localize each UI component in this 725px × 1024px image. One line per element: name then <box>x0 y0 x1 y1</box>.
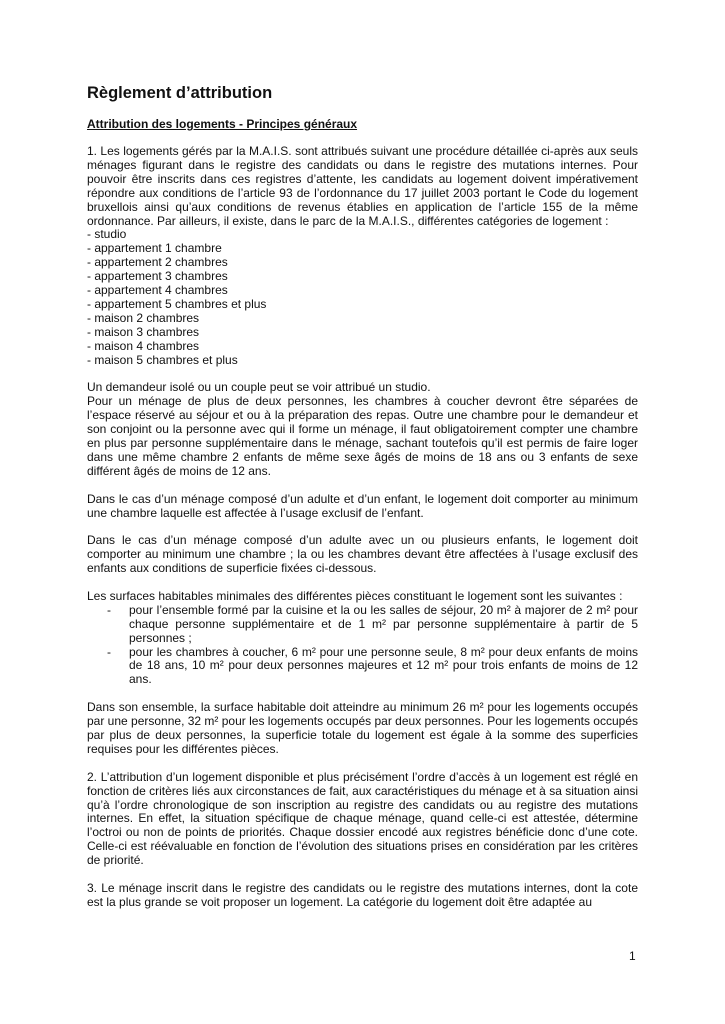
page-number: 1 <box>629 949 636 963</box>
document-title: Règlement d’attribution <box>87 84 273 102</box>
list-item: - maison 2 chambres <box>87 310 200 325</box>
list-item: - appartement 1 chambre <box>87 241 222 256</box>
surfaces-list <box>87 604 638 687</box>
list-item: - pour l’ensemble formé par la cuisine et la ou les salles de séjour, 20 m² à majorer de 2 m² pour chaque personne supplémentaire et de 1 m² par personne supplémentaire à partir de 5 personnes ; <box>107 602 638 645</box>
list-item: - maison 5 chambres et plus <box>87 352 238 367</box>
list-item: - maison 3 chambres <box>87 324 200 339</box>
paragraph-2a: Un demandeur isolé ou un couple peut se voir attribué un studio. <box>87 380 431 395</box>
dash-bullet: - <box>107 644 111 659</box>
list-item: - appartement 2 chambres <box>87 255 228 270</box>
paragraph-8: 3. Le ménage inscrit dans le registre des candidats ou le registre des mutations internes, dont la cote est la plus grande se voit proposer un logement. La catégorie du logement doit être adaptée au <box>87 880 638 909</box>
dash-bullet: - <box>107 602 111 617</box>
paragraph-5: Les surfaces habitables minimales des différentes pièces constituant le logement sont les suivantes : <box>87 588 623 603</box>
list-item: - pour les chambres à coucher, 6 m² pour une personne seule, 8 m² pour deux enfants de moins de 18 ans, 10 m² pour deux personnes majeures et 12 m² pour trois enfants de moins de 12 ans. <box>107 644 638 687</box>
paragraph-6: Dans son ensemble, la surface habitable doit atteindre au minimum 26 m² pour les logements occupés par une personne, 32 m² pour les logements occupés par deux personnes. Pour les logements occupés par plus de deux personnes, la superficie totale du logement est égale à la somme des superficies requises pour les différentes pièces. <box>87 700 638 756</box>
list-item: - studio <box>87 227 127 242</box>
paragraph-2b: Pour un ménage de plus de deux personnes, les chambres à coucher devront être séparées de l’espace réservé au séjour et ou à la préparation des repas. Outre une chambre pour le demandeur et son conjoint ou la personne avec qui il forme un ménage, il faut obligatoirement compter une chambre en plus par personne supplémentaire dans le ménage, sachant toutefois qu’il est permis de faire loger dans une même chambre 2 enfants de même sexe âgés de moins de 18 ans ou 3 enfants de sexe différent âgés de moins de 12 ans. <box>87 394 638 478</box>
paragraph-1: 1. Les logements gérés par la M.A.I.S. sont attribués suivant une procédure détaillée ci-après aux seuls ménages figurant dans le registre des candidats ou dans le registre des mutations internes. Pour pouvoir être inscrits dans ces registres d’attente, les candidats au logement doivent impérativement répondre aux conditions de l’article 93 de l’ordonnance du 17 juillet 2003 portant le Code du logement bruxellois ainsi qu’aux conditions de revenus établies en application de l’article 155 de la même ordonnance. Par ailleurs, il existe, dans le parc de la M.A.I.S., différentes catégories de logement : <box>87 144 638 228</box>
list-item: - appartement 3 chambres <box>87 269 228 284</box>
section-subtitle: Attribution des logements - Principes généraux <box>87 117 358 131</box>
list-item: - maison 4 chambres <box>87 338 200 353</box>
list-item: - appartement 4 chambres <box>87 283 228 298</box>
document-page <box>87 84 638 910</box>
paragraph-4: Dans le cas d’un ménage composé d’un adulte avec un ou plusieurs enfants, le logement doit comporter au minimum une chambre ; la ou les chambres devant être affectées à l’usage exclusif des enfants aux conditions de superficie fixées ci-dessous. <box>87 533 638 576</box>
list-item: - appartement 5 chambres et plus <box>87 296 267 311</box>
paragraph-7: 2. L’attribution d’un logement disponible et plus précisément l’ordre d’accès à un logement est réglé en fonction de critères liés aux circonstances de fait, aux caractéristiques du ménage et à sa situation ainsi qu’à l’ordre chronologique de son inscription au registre des candidats ou au registre des mutations internes. En effet, la situation spécifique de chaque ménage, quand celle-ci est attestée, détermine l’octroi ou non de points de priorités. Chaque dossier encodé aux registres bénéficie donc d’une cote. Celle-ci est réévaluable en fonction de l’évolution des situations prises en considération par les critères de priorité. <box>87 769 638 868</box>
paragraph-3: Dans le cas d’un ménage composé d’un adulte et d’un enfant, le logement doit comporter au minimum une chambre laquelle est affectée à l’usage exclusif de l’enfant. <box>87 491 638 520</box>
housing-categories-list <box>87 228 638 367</box>
